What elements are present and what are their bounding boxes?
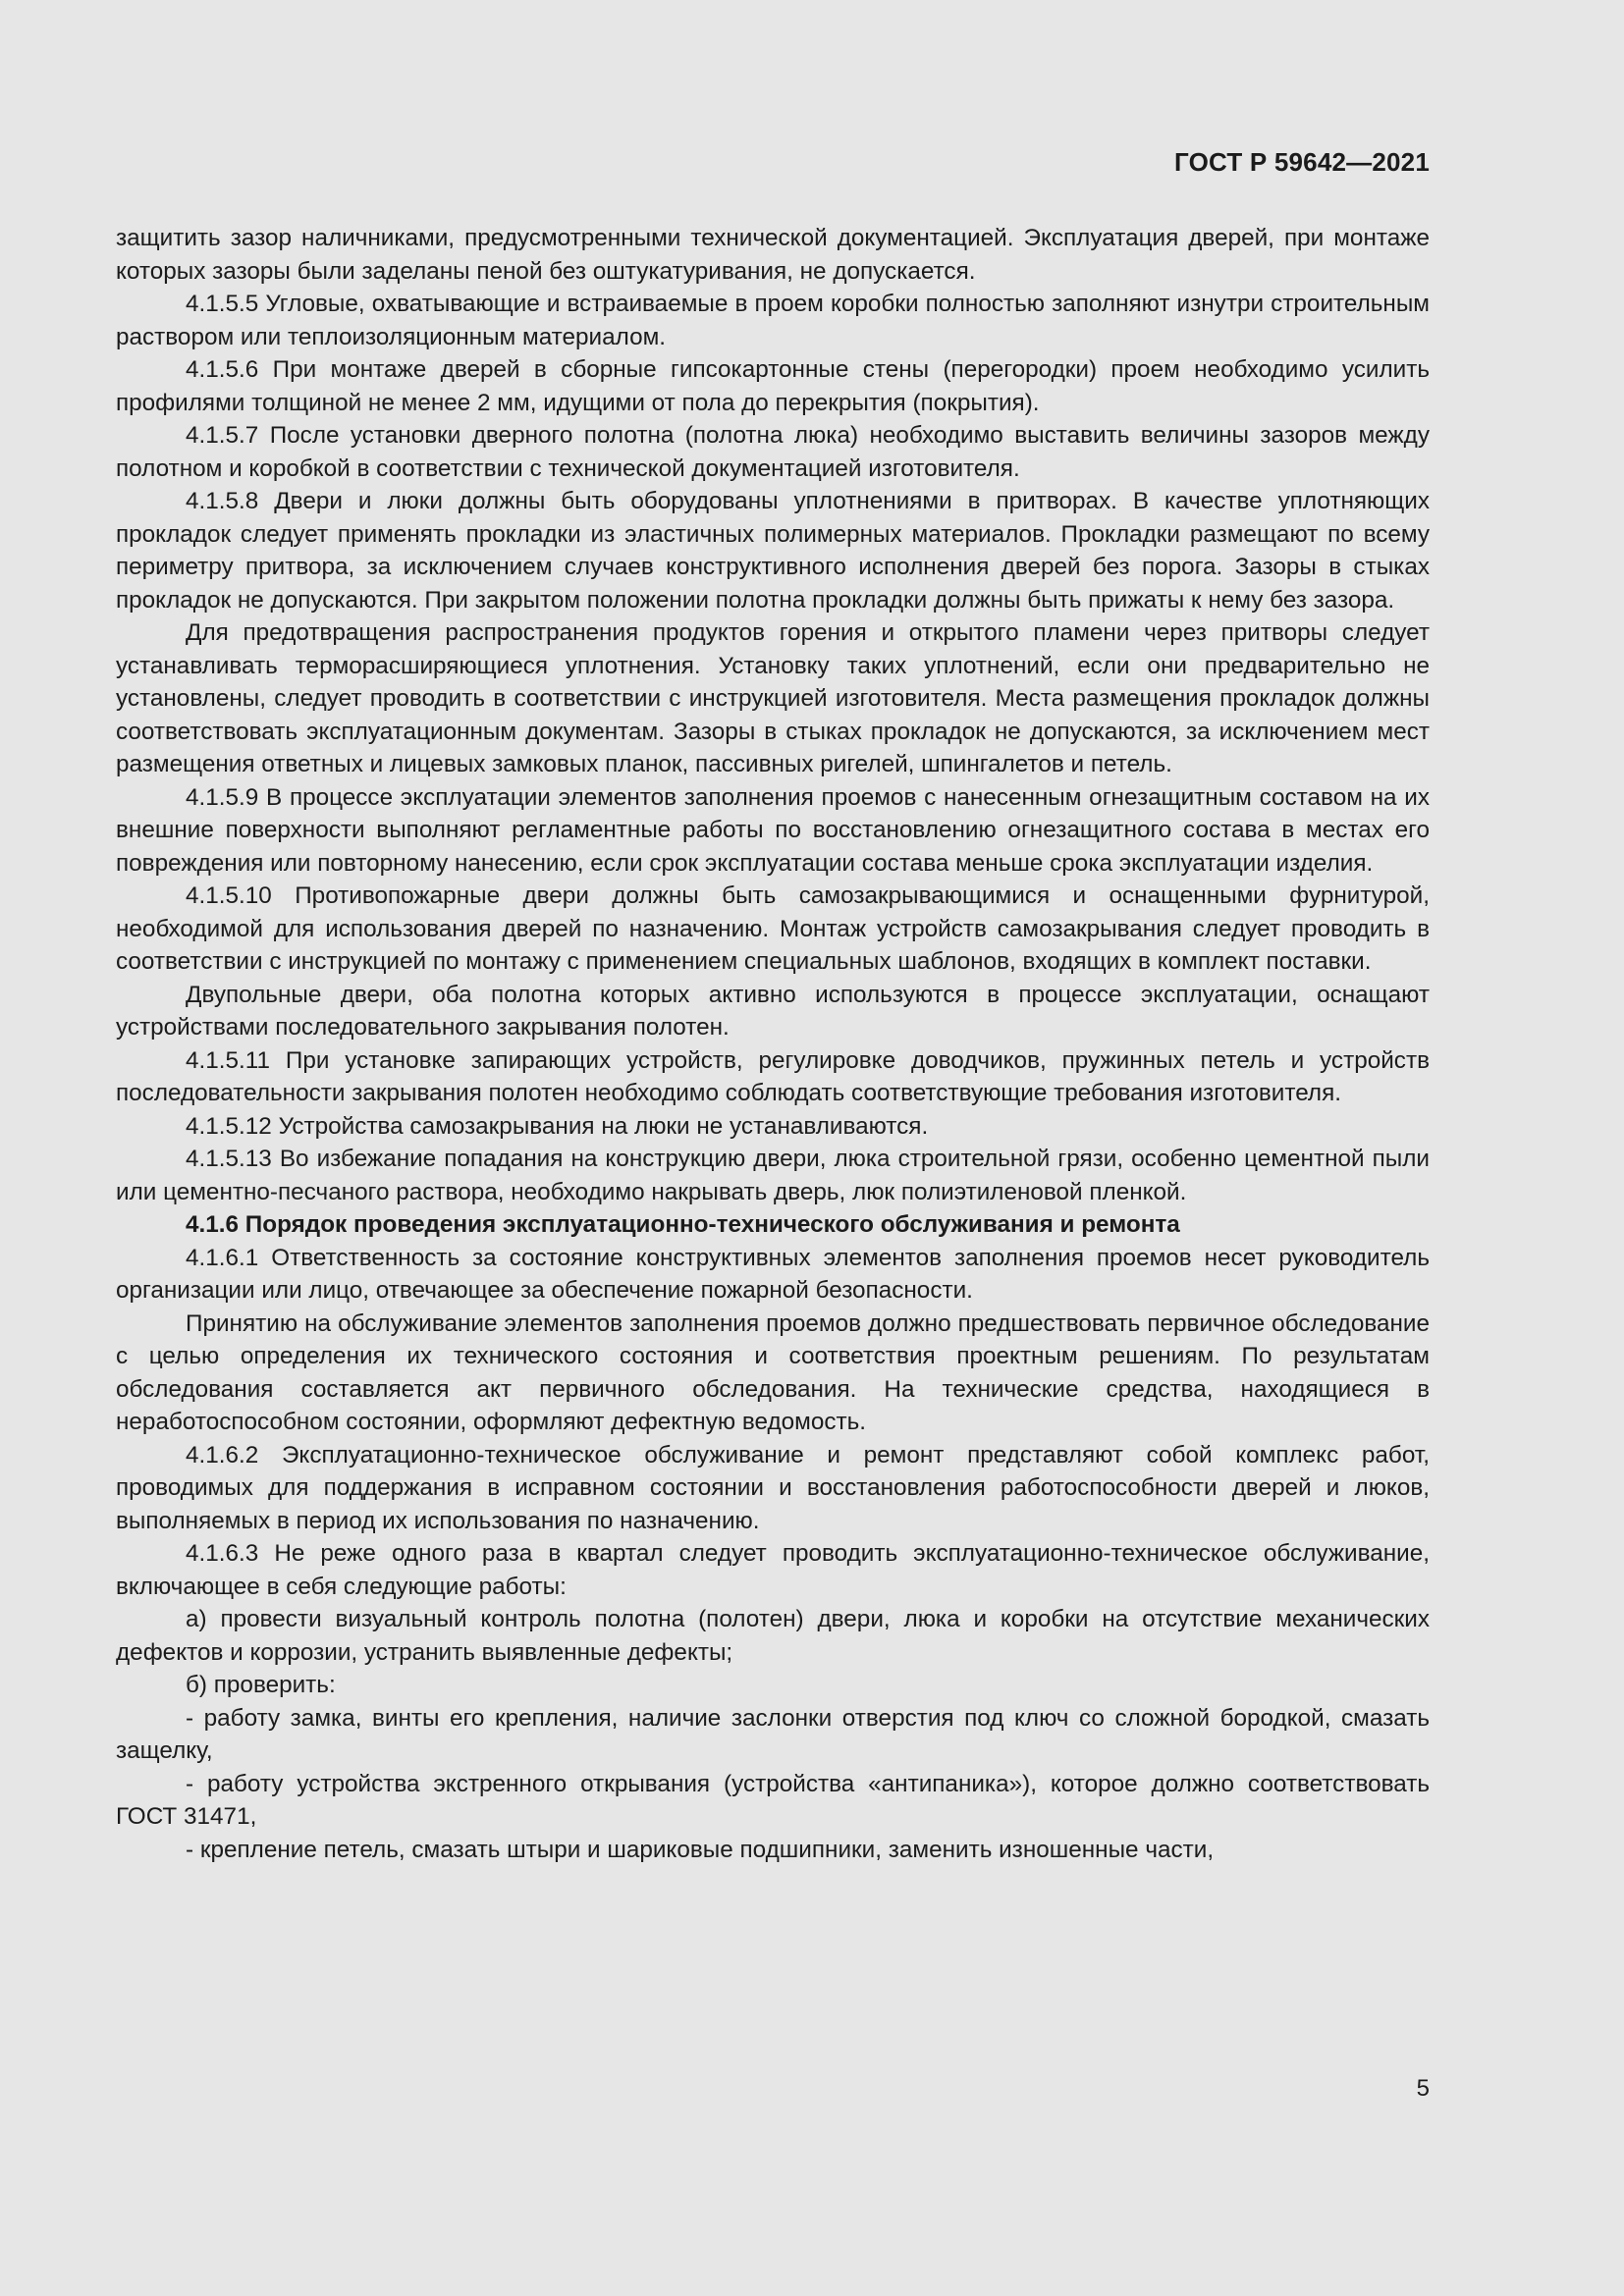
page-number: 5	[1416, 2075, 1430, 2102]
section-heading: 4.1.6 Порядок проведения эксплуатационно-технического обслуживания и ремонта	[186, 1211, 1180, 1238]
list-item: - крепление петель, смазать штыри и шариковые подшипники, заменить изношенные части,	[186, 1836, 1215, 1863]
paragraph: 4.1.5.7 После установки дверного полотна (полотна люка) необходимо выставить величины зазоров между полотном и коробкой в соответствии с технической документацией изготовителя.	[116, 422, 1430, 482]
standard-code-header: ГОСТ Р 59642—2021	[1174, 147, 1430, 177]
paragraph: 4.1.5.9 В процессе эксплуатации элементов заполнения проемов с нанесенным огнезащитным составом на их внешние поверхности выполняют регламентные работы по восстановлению огнезащитного состава в местах его повреждения или повторному нанесению, если срок эксплуатации состава меньше срока эксплуатации изделия.	[116, 783, 1430, 877]
list-item: - работу устройства экстренного открывания (устройства «антипаника»), которое должно соответствовать ГОСТ 31471,	[116, 1770, 1430, 1830]
paragraph: 4.1.5.10 Противопожарные двери должны быть самозакрывающимися и оснащенными фурнитурой, необходимой для использования дверей по назначению. Монтаж устройств самозакрывания следует проводить в соответствии с инструкцией по монтажу с применением специальных шаблонов, входящих в комплект поставки.	[116, 882, 1430, 975]
paragraph: Принятию на обслуживание элементов заполнения проемов должно предшествовать первичное обследование с целью определения их технического состояния и соответствия проектным решениям. По результатам обследования составляется акт первичного обследования. На технические средства, находящиеся в неработоспособном состоянии, оформляют дефектную ведомость.	[116, 1309, 1430, 1435]
list-item: б) проверить:	[186, 1672, 336, 1698]
document-body	[116, 222, 1430, 1866]
paragraph: 4.1.6.3 Не реже одного раза в квартал следует проводить эксплуатационно-техническое обслуживание, включающее в себя следующие работы:	[116, 1540, 1430, 1600]
paragraph: 4.1.5.12 Устройства самозакрывания на люки не устанавливаются.	[186, 1112, 929, 1140]
paragraph: 4.1.6.2 Эксплуатационно-техническое обслуживание и ремонт представляют собой комплекс работ, проводимых для поддержания в исправном состоянии и восстановления работоспособности дверей и люков, выполняемых в период их использования по назначению.	[116, 1441, 1430, 1534]
paragraph: 4.1.5.5 Угловые, охватывающие и встраиваемые в проем коробки полностью заполняют изнутри строительным раствором или теплоизоляционным материалом.	[116, 291, 1430, 350]
paragraph: Двупольные двери, оба полотна которых активно используются в процессе эксплуатации, оснащают устройствами последовательного закрывания полотен.	[116, 981, 1430, 1041]
list-item: - работу замка, винты его крепления, наличие заслонки отверстия под ключ со сложной бородкой, смазать защелку,	[116, 1704, 1430, 1764]
paragraph: Для предотвращения распространения продуктов горения и открытого пламени через притворы следует устанавливать терморасширяющиеся уплотнения. Установку таких уплотнений, если они предварительно не установлены, следует проводить в соответствии с инструкцией изготовителя. Места размещения прокладок должны соответствовать эксплуатационным документам. Зазоры в стыках прокладок не допускаются, за исключением мест размещения ответных и лицевых замковых планок, пассивных ригелей, шпингалетов и петель.	[116, 619, 1430, 777]
paragraph: 4.1.5.6 При монтаже дверей в сборные гипсокартонные стены (перегородки) проем необходимо усилить профилями толщиной не менее 2 мм, идущими от пола до перекрытия (покрытия).	[116, 356, 1430, 416]
list-item: а) провести визуальный контроль полотна (полотен) двери, люка и коробки на отсутствие механических дефектов и коррозии, устранить выявленные дефекты;	[116, 1606, 1430, 1666]
paragraph: 4.1.5.8 Двери и люки должны быть оборудованы уплотнениями в притворах. В качестве уплотняющих прокладок следует применять прокладки из эластичных полимерных материалов. Прокладки размещают по всему периметру притвора, за исключением случаев конструктивного исполнения дверей без порога. Зазоры в стыках прокладок не допускаются. При закрытом положении полотна прокладки должны быть прижаты к нему без зазора.	[116, 488, 1430, 614]
paragraph: защитить зазор наличниками, предусмотренными технической документацией. Эксплуатация дверей, при монтаже которых зазоры были заделаны пеной без оштукатуривания, не допускается.	[116, 225, 1430, 285]
paragraph: 4.1.6.1 Ответственность за состояние конструктивных элементов заполнения проемов несет руководитель организации или лицо, отвечающее за обеспечение пожарной безопасности.	[116, 1244, 1430, 1304]
paragraph: 4.1.5.11 При установке запирающих устройств, регулировке доводчиков, пружинных петель и устройств последовательности закрывания полотен необходимо соблюдать соответствующие требования изготовителя.	[116, 1046, 1430, 1106]
paragraph: 4.1.5.13 Во избежание попадания на конструкцию двери, люка строительной грязи, особенно цементной пыли или цементно-песчаного раствора, необходимо накрывать дверь, люк полиэтиленовой пленкой.	[116, 1146, 1430, 1205]
